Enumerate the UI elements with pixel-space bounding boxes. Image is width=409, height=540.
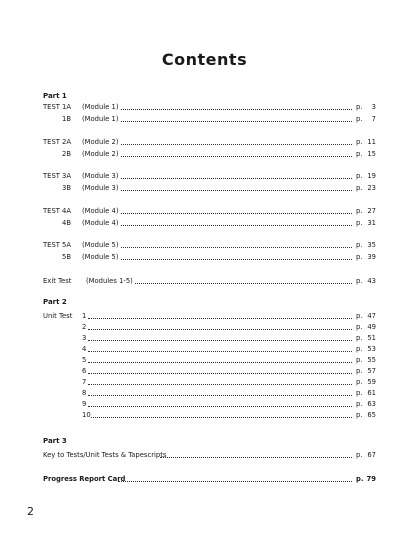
leader-dots [121,247,352,248]
page-ref: 65 [367,411,376,419]
page-ref: 57 [367,367,376,375]
unit-test-row [43,388,376,398]
page-prefix: p. [356,367,363,375]
page-prefix: p. [356,323,363,331]
unit-number: 3 [82,334,87,342]
leader-dots [88,318,352,319]
leader-dots [121,144,352,145]
unit-test-row [43,377,376,387]
page-prefix: p. [356,378,363,386]
leader-dots [121,225,352,226]
test-code: 4A [62,207,71,215]
key-row [43,450,376,460]
page-ref: 23 [367,184,376,192]
progress-row [43,474,376,484]
test-code: 5B [62,253,71,261]
part-1-heading: Part 1 [43,92,67,100]
page-prefix: p. [356,150,363,158]
test-module: (Module 4) [82,207,119,215]
page-ref: 7 [371,115,376,123]
page-ref: 59 [367,378,376,386]
leader-dots [121,259,352,260]
unit-number: 8 [82,389,87,397]
leader-dots [121,121,352,122]
leader-dots [88,329,352,330]
unit-number: 4 [82,345,87,353]
progress-label: Progress Report Card [43,475,126,483]
page-title: Contents [161,50,248,69]
test-module: (Module 4) [82,219,119,227]
test-module: (Module 1) [82,103,119,111]
test-module: (Module 2) [82,150,119,158]
test-row [43,149,376,159]
page-prefix: p. [356,475,364,483]
page-prefix: p. [356,451,363,459]
unit-test-row [43,322,376,332]
test-row [43,252,376,262]
test-code: 2B [62,150,71,158]
test-row [43,114,376,124]
page-ref: 3 [371,103,376,111]
leader-dots [121,213,352,214]
page-prefix: p. [356,138,363,146]
test-module: (Module 3) [82,172,119,180]
leader-dots [88,340,352,341]
page-ref: 35 [367,241,376,249]
part-2-heading: Part 2 [43,298,67,306]
test-code: 5A [62,241,71,249]
part-3-heading: Part 3 [43,437,67,445]
page-ref: 39 [367,253,376,261]
page-ref: 15 [367,150,376,158]
page-prefix: p. [356,219,363,227]
test-module: (Module 2) [82,138,119,146]
page-ref: 11 [367,138,376,146]
exit-test-modules: (Modules 1-5) [86,277,133,285]
page-ref: 51 [367,334,376,342]
leader-dots [135,283,352,284]
leader-dots [88,406,352,407]
unit-number: 1 [82,312,87,320]
page-prefix: p. [356,312,363,320]
unit-number: 7 [82,378,87,386]
unit-test-row [43,410,376,420]
page-prefix: p. [356,389,363,397]
leader-dots [118,481,352,482]
test-code: 1B [62,115,71,123]
unit-number: 10 [82,411,91,419]
page-prefix: p. [356,115,363,123]
key-label: Key to Tests/Unit Tests & Tapescripts [43,451,167,459]
test-row [43,102,376,112]
leader-dots [88,373,352,374]
unit-test-row [43,355,376,365]
leader-dots [121,178,352,179]
page-ref: 67 [367,451,376,459]
page-number: 2 [27,505,34,518]
unit-number: 6 [82,367,87,375]
unit-test-row [43,333,376,343]
unit-number: 2 [82,323,87,331]
test-code: 3B [62,184,71,192]
exit-test-label: Exit Test [43,277,72,285]
test-label: TEST [43,103,60,111]
test-label: TEST [43,138,60,146]
page-prefix: p. [356,253,363,261]
leader-dots [88,395,352,396]
page-ref: 63 [367,400,376,408]
test-code: 4B [62,219,71,227]
test-label: TEST [43,172,60,180]
page-ref: 19 [367,172,376,180]
test-row [43,218,376,228]
page-prefix: p. [356,334,363,342]
unit-test-label: Unit Test [43,312,73,320]
leader-dots [88,384,352,385]
test-module: (Module 1) [82,115,119,123]
page-ref: 49 [367,323,376,331]
test-label: TEST [43,207,60,215]
page-ref: 79 [366,475,376,483]
test-code: 1A [62,103,71,111]
unit-test-row [43,344,376,354]
page-ref: 53 [367,345,376,353]
unit-test-row [43,366,376,376]
unit-number: 5 [82,356,87,364]
unit-number: 9 [82,400,87,408]
page-ref: 43 [367,277,376,285]
leader-dots [88,362,352,363]
test-row [43,171,376,181]
leader-dots [91,417,352,418]
leader-dots [121,190,352,191]
test-label: TEST [43,241,60,249]
page-ref: 61 [367,389,376,397]
page-prefix: p. [356,400,363,408]
leader-dots [121,109,352,110]
page-prefix: p. [356,241,363,249]
page-prefix: p. [356,356,363,364]
test-code: 3A [62,172,71,180]
leader-dots [160,457,352,458]
test-row [43,137,376,147]
page-ref: 31 [367,219,376,227]
page-prefix: p. [356,411,363,419]
leader-dots [88,351,352,352]
test-code: 2A [62,138,71,146]
test-module: (Module 5) [82,253,119,261]
page-prefix: p. [356,345,363,353]
page-prefix: p. [356,172,363,180]
page-ref: 55 [367,356,376,364]
test-module: (Module 3) [82,184,119,192]
page-ref: 47 [367,312,376,320]
page-prefix: p. [356,207,363,215]
page-ref: 27 [367,207,376,215]
test-row [43,240,376,250]
unit-test-row [43,399,376,409]
test-module: (Module 5) [82,241,119,249]
test-row [43,183,376,193]
page-prefix: p. [356,103,363,111]
test-row [43,206,376,216]
page-prefix: p. [356,184,363,192]
page-prefix: p. [356,277,363,285]
exit-test-row [43,276,376,286]
leader-dots [121,156,352,157]
unit-test-row [43,311,376,321]
